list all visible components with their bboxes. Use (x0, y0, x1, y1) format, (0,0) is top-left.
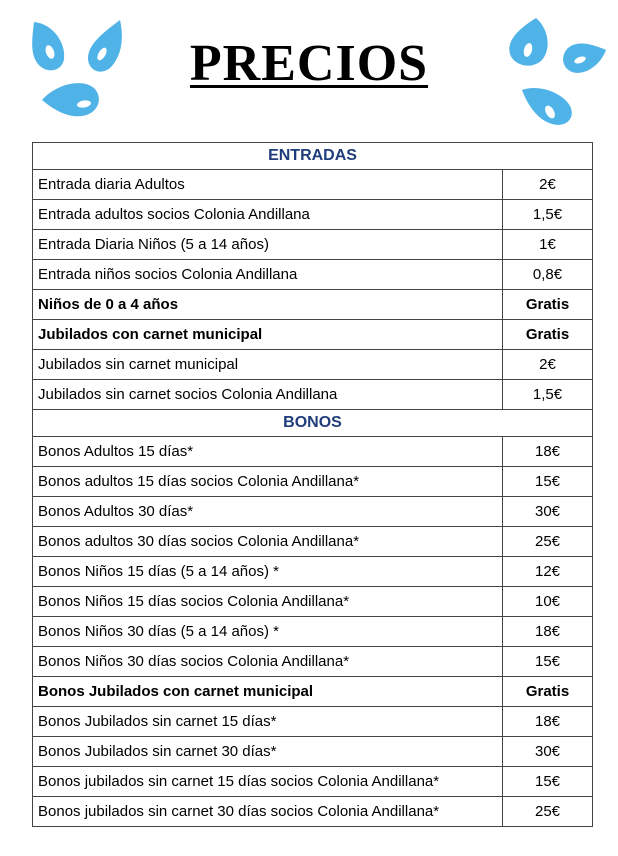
item-price: 0,8€ (503, 260, 593, 290)
table-row (33, 467, 593, 497)
table-row (33, 767, 593, 797)
item-label: Bonos adultos 30 días socios Colonia Andillana* (33, 527, 503, 557)
item-label: Bonos Jubilados sin carnet 30 días* (33, 737, 503, 767)
item-label: Entrada niños socios Colonia Andillana (33, 260, 503, 290)
item-label: Entrada diaria Adultos (33, 170, 503, 200)
item-label: Entrada adultos socios Colonia Andillana (33, 200, 503, 230)
table-row (33, 677, 593, 707)
item-price: Gratis (503, 320, 593, 350)
item-label: Entrada Diaria Niños (5 a 14 años) (33, 230, 503, 260)
item-price: 25€ (503, 527, 593, 557)
item-price: 12€ (503, 557, 593, 587)
table-row (33, 170, 593, 200)
item-price: 2€ (503, 350, 593, 380)
section-header-row (33, 410, 593, 437)
table-row (33, 260, 593, 290)
table-row (33, 647, 593, 677)
item-price: 10€ (503, 587, 593, 617)
table-row (33, 290, 593, 320)
item-label: Bonos Niños 30 días (5 a 14 años) * (33, 617, 503, 647)
item-price: 18€ (503, 437, 593, 467)
item-label: Bonos Niños 30 días socios Colonia Andillana* (33, 647, 503, 677)
table-row (33, 617, 593, 647)
item-price: 1,5€ (503, 380, 593, 410)
item-price: Gratis (503, 677, 593, 707)
item-label: Jubilados sin carnet socios Colonia Andillana (33, 380, 503, 410)
item-label: Jubilados sin carnet municipal (33, 350, 503, 380)
item-price: 15€ (503, 767, 593, 797)
table-row (33, 797, 593, 827)
table-row (33, 587, 593, 617)
table-row (33, 737, 593, 767)
item-label: Jubilados con carnet municipal (33, 320, 503, 350)
item-price: 18€ (503, 617, 593, 647)
item-label: Bonos jubilados sin carnet 15 días socios Colonia Andillana* (33, 767, 503, 797)
table-row (33, 350, 593, 380)
table-row (33, 230, 593, 260)
item-price: 30€ (503, 737, 593, 767)
page-title: PRECIOS (189, 35, 429, 92)
item-label: Bonos Jubilados sin carnet 15 días* (33, 707, 503, 737)
item-price: 30€ (503, 497, 593, 527)
item-price: 2€ (503, 170, 593, 200)
table-row (33, 557, 593, 587)
item-price: 18€ (503, 707, 593, 737)
item-label: Bonos Niños 15 días (5 a 14 años) * (33, 557, 503, 587)
item-label: Bonos adultos 15 días socios Colonia Andillana* (33, 467, 503, 497)
item-label: Bonos jubilados sin carnet 30 días socios Colonia Andillana* (33, 797, 503, 827)
table-row (33, 200, 593, 230)
table-row (33, 527, 593, 557)
item-price: Gratis (503, 290, 593, 320)
section-header: BONOS (33, 410, 593, 437)
item-price: 25€ (503, 797, 593, 827)
table-row (33, 380, 593, 410)
item-price: 15€ (503, 647, 593, 677)
item-label: Niños de 0 a 4 años (33, 290, 503, 320)
item-label: Bonos Adultos 30 días* (33, 497, 503, 527)
table-row (33, 497, 593, 527)
table-row (33, 320, 593, 350)
item-label: Bonos Jubilados con carnet municipal (33, 677, 503, 707)
item-label: Bonos Niños 15 días socios Colonia Andillana* (33, 587, 503, 617)
item-price: 1,5€ (503, 200, 593, 230)
table-row (33, 707, 593, 737)
price-table (32, 142, 593, 827)
item-label: Bonos Adultos 15 días* (33, 437, 503, 467)
table-row (33, 437, 593, 467)
section-header-row (33, 143, 593, 170)
item-price: 15€ (503, 467, 593, 497)
section-header: ENTRADAS (33, 143, 593, 170)
item-price: 1€ (503, 230, 593, 260)
